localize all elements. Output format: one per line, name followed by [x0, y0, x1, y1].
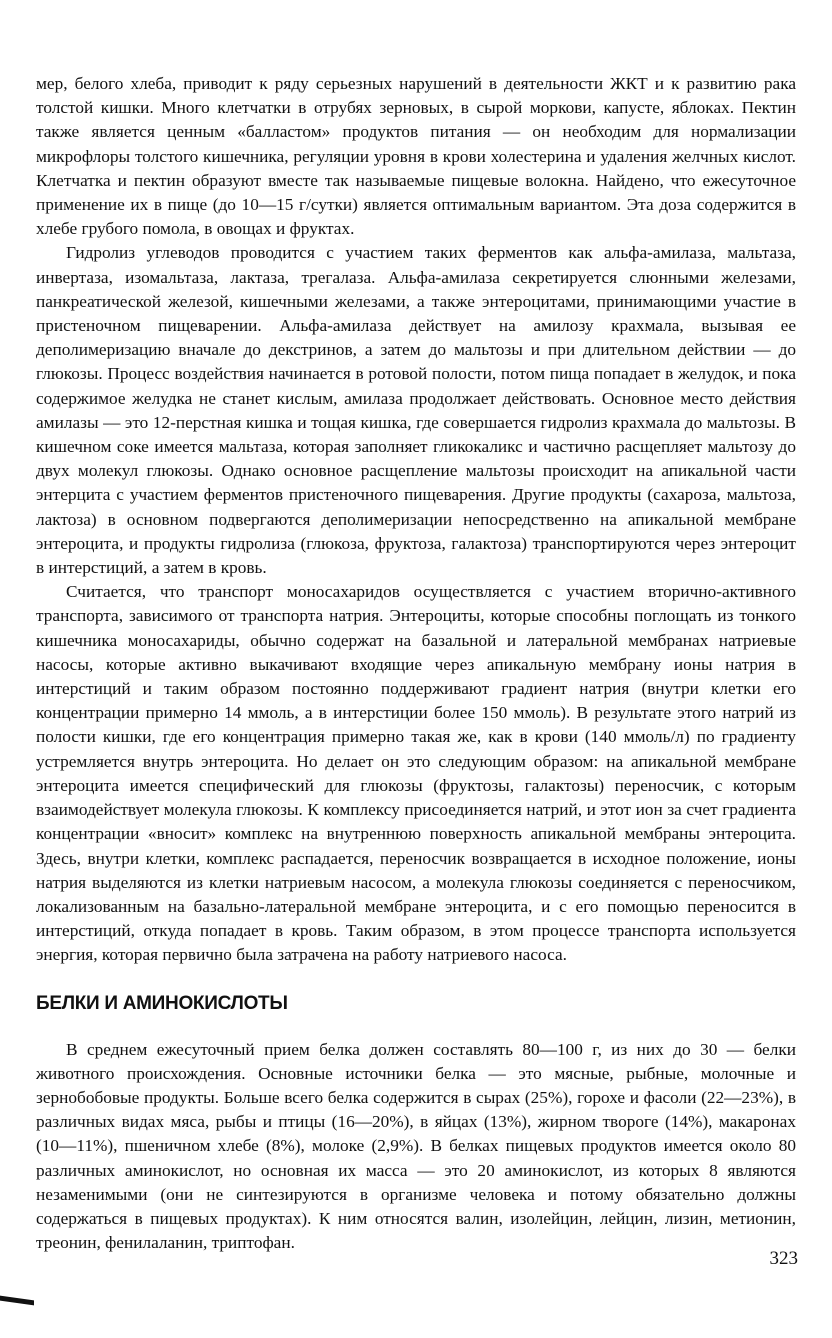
paragraph-protein-intake: В среднем ежесуточный прием белка должен составлять 80—100 г, из них до 30 — белки животного происхождения. Основные источники белка — это мясные, рыбные, молочные и зернобобовые продукты. Больше всего белка содержится в сырах (25%), горохе и фасоли (22—23%), в различных видах мяса, рыбы и птицы (16—20%), в яйцах (13%), жирном твороге (14%), макаронах (10—11%), пшеничном хлебе (8%), молоке (2,9%). В белках пищевых продуктов имеется около 80 различных аминокислот, но основная их масса — это 20 аминокислот, из которых 8 являются незаменимыми (они не синтезируются в организме человека и потому обязательно должны содержаться в пищевых продуктах). К ним относятся валин, изолейцин, лейцин, лизин, метионин, треонин, фенилаланин, триптофан.	[36, 1039, 796, 1253]
paragraph-monosaccharide-transport: Считается, что транспорт моносахаридов осуществляется с участием вторично-активного транспорта, зависимого от транспорта натрия. Энтероциты, которые способны поглощать из тонкого кишечника моносахариды, обычно содержат на базальной и латеральной мембранах натриевые насосы, которые активно выкачивают входящие через апикальную мембрану ионы натрия в интерстиций и таким образом постоянно поддерживают градиент натрия (внутри клетки его концентрации примерно 14 ммоль, а в интерстиции более 150 ммоль). В результате этого натрий из полости кишки, где его концентрация примерно такая же, как в крови (140 ммоль/л) по градиенту устремляется внутрь энтероцита. Но делает он это следующим образом: на апикальной мембране энтероцита имеется специфический для глюкозы (фруктозы, галактозы) переносчик, с которым взаимодействует молекула глюкозы. К комплексу присоединяется натрий, и этот ион за счет градиента концентрации «вносит» комплекс на внутреннюю поверхность апикальной мембраны энтероцита. Здесь, внутри клетки, комплекс распадается, переносчик возвращается в исходное положение, ионы натрия выделяются из клетки натриевым насосом, а молекула глюкозы соединяется с переносчиком, локализованным на базально-латеральной мембране энтероцита, и с его помощью переносится в интерстиций, откуда попадает в кровь. Таким образом, в этом процессе транспорта используется энергия, которая первично была затрачена на работу натриевого насоса.	[36, 582, 796, 965]
page-body	[36, 72, 796, 1255]
paragraph-carbohydrate-hydrolysis: Гидролиз углеводов проводится с участием таких ферментов как альфа-амилаза, мальтаза, инвертаза, изомальтаза, лактаза, трегалаза. Альфа-амилаза секретируется слюнными железами, панкреатической железой, кишечными железами, а также энтероцитами, принимающими участие в пристеночном пищеварении. Альфа-амилаза действует на амилозу крахмала, вызывая ее деполимеризацию вначале до декстринов, а затем до мальтозы и при длительном действии — до глюкозы. Процесс воздействия начинается в ротовой полости, потом пища попадает в желудок, и пока содержимое желудка не станет кислым, амилаза продолжает действовать. Основное место действия амилазы — это 12-перстная кишка и тощая кишка, где совершается гидролиз крахмала до мальтозы. В кишечном соке имеется мальтаза, которая заполняет гликокаликс и частично расщепляет мальтозу до двух молекул глюкозы. Однако основное расщепление мальтозы происходит на апикальной части энтерцита с участием ферментов пристеночного пищеварения. Другие продукты (сахароза, мальтоза, лактоза) в основном подвергаются деполимеризации непосредственно на апикальной мембране энтероцита, и продукты гидролиза (глюкоза, фруктоза, галактоза) транспортируются через энтероцит в интерстиций, а затем в кровь.	[36, 243, 796, 578]
paragraph-dietary-fiber: мер, белого хлеба, приводит к ряду серьезных нарушений в деятельности ЖКТ и к развитию рака толстой кишки. Много клетчатки в отрубях зерновых, в сырой моркови, капусте, яблоках. Пектин также является ценным «балластом» продуктов питания — он необходим для нормализации микрофлоры толстого кишечника, регуляции уровня в крови холестерина и удаления желчных кислот. Клетчатка и пектин образуют вместе так называемые пищевые волокна. Найдено, что ежесуточное применение их в пище (до 10—15 г/сутки) является оптимальным вариантом. Эта доза содержится в хлебе грубого помола, в овощах и фруктах.	[36, 74, 796, 239]
page-number: 323	[769, 1248, 798, 1269]
section-heading: БЕЛКИ И АМИНОКИСЛОТЫ	[36, 992, 288, 1014]
scan-edge-mark	[0, 1296, 34, 1306]
